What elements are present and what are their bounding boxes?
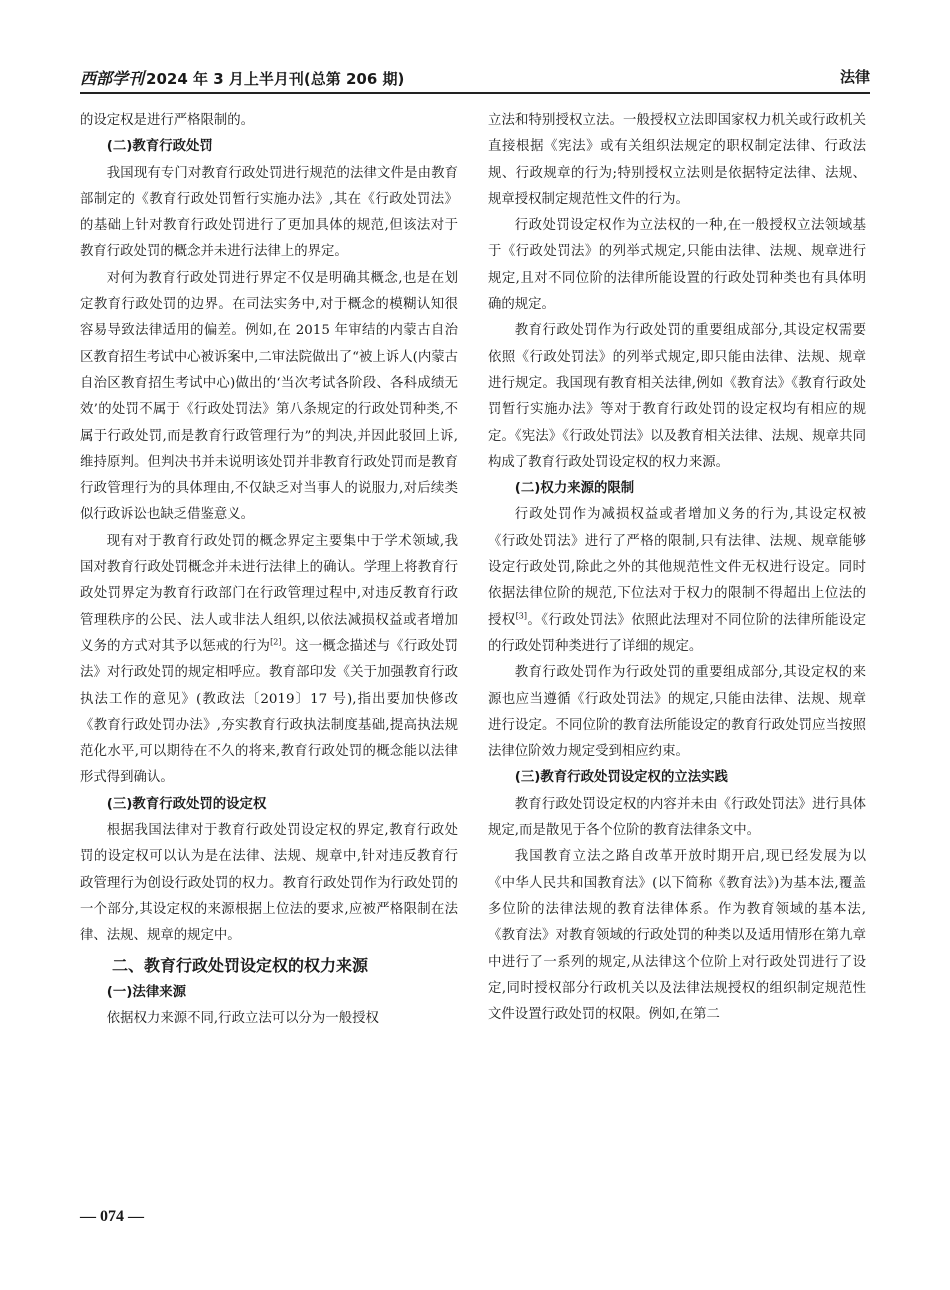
section-label: 法律 bbox=[839, 68, 870, 86]
paragraph: 立法和特别授权立法。一般授权立法即国家权力机关或行政机关直接根据《宪法》或有关组织法规定的职权制定法律、行政法规、行政规章的行为;特别授权立法则是依据特定法律、法规、规章授权制定规范性文件的行为。 bbox=[488, 113, 866, 207]
paragraph: 教育行政处罚设定权的内容并未由《行政处罚法》进行具体规定,而是散见于各个位阶的教育法律条文中。 bbox=[488, 796, 866, 839]
paragraph bbox=[80, 529, 458, 792]
citation-ref: [3] bbox=[515, 611, 527, 621]
left-column bbox=[80, 108, 458, 1032]
paragraph-text: 。《行政处罚法》依照此法理对不同位阶的法律所能设定的行政处罚种类进行了详细的规定。 bbox=[488, 612, 866, 654]
subheading: (三)教育行政处罚设定权的立法实践 bbox=[514, 770, 728, 786]
paragraph: 教育行政处罚作为行政处罚的重要组成部分,其设定权需要依照《行政处罚法》的列举式规定,即只能由法律、法规、规章进行规定。我国现有教育相关法律,例如《教育法》《教育行政处罚暂行实施办法》等对于教育行政处罚的设定权均有相应的规定。《宪法》《行政处罚法》以及教育相关法律、法规、规章共同构成了教育行政处罚设定权的权力来源。 bbox=[488, 323, 866, 470]
paragraph: 依据权力来源不同,行政立法可以分为一般授权 bbox=[106, 1010, 379, 1026]
running-header bbox=[80, 62, 870, 94]
paragraph: 我国教育立法之路自改革开放时期开启,现已经发展为以《中华人民共和国教育法》(以下简称《教育法》)为基本法,覆盖多位阶的法律法规的教育法律体系。作为教育领域的基本法,《教育法》对教育领域的行政处罚的种类以及适用情形在第九章中进行了一系列的规定,从法律这个位阶上对行政处罚进行了设定,同时授权部分行政机关以及法律法规授权的组织制定规范性文件设置行政处罚的权限。例如,在第二 bbox=[488, 849, 866, 1023]
paragraph: 的设定权是进行严格限制的。 bbox=[80, 113, 255, 128]
paragraph-text: 。这一概念描述与《行政处罚法》对行政处罚的规定相呼应。教育部印发《关于加强教育行政执法工作的意见》(教政法〔2019〕17 号),指出要加快修改《教育行政处罚办法》,夯实教育行政执法制度基础,提高执法规范化水平,可以期待在不久的将来,教育行政处罚的概念能以法律形式得到确认。 bbox=[80, 638, 459, 786]
right-column bbox=[488, 108, 866, 1028]
subheading: (二)教育行政处罚 bbox=[106, 139, 213, 155]
paragraph bbox=[488, 502, 866, 660]
paragraph: 对何为教育行政处罚进行界定不仅是明确其概念,也是在划定教育行政处罚的边界。在司法实务中,对于概念的模糊认知很容易导致法律适用的偏差。例如,在 2015 年审结的内蒙古自治区教育招生考试中心被诉案中,二审法院做出了“被上诉人(内蒙古自治区教育招生考试中心)做出的‘当次考试各阶段、各科成绩无效’的处罚不属于《行政处罚法》第八条规定的行政处罚种类,不属于行政处罚,而是教育行政管理行为”的判决,并因此驳回上诉,维持原判。但判决书并未说明该处罚并非教育行政处罚而是教育行政管理行为的具体理由,不仅缺乏对当事人的说服力,对后续类似行政诉讼也缺乏借鉴意义。 bbox=[80, 270, 458, 523]
paragraph-text: 现有对于教育行政处罚的概念界定主要集中于学术领域,我国对教育行政处罚概念并未进行法律上的确认。学理上将教育行政处罚界定为教育行政部门在行政管理过程中,对违反教育行政管理秩序的公民、法人或非法人组织,以依法减损权益或者增加义务的方式对其予以惩戒的行为 bbox=[80, 533, 458, 654]
subheading: (三)教育行政处罚的设定权 bbox=[106, 796, 267, 812]
subheading: (一)法律来源 bbox=[106, 984, 186, 1000]
paragraph: 教育行政处罚作为行政处罚的重要组成部分,其设定权的来源也应当遵循《行政处罚法》的规定,只能由法律、法规、规章进行设定。不同位阶的教育法所能设定的教育行政处罚应当按照法律位阶效力规定受到相应约束。 bbox=[488, 665, 866, 760]
subheading: (二)权力来源的限制 bbox=[514, 481, 635, 497]
paragraph-text: 行政处罚作为减损权益或者增加义务的行为,其设定权被《行政处罚法》进行了严格的限制,只有法律、法规、规章能够设定行政处罚,除此之外的其他规范性文件无权进行设定。同时依据法律位阶的规范,下位法对于权力的限制不得超出上位法的授权 bbox=[488, 507, 866, 628]
paragraph: 根据我国法律对于教育行政处罚设定权的界定,教育行政处罚的设定权可以认为是在法律、法规、规章中,针对违反教育行政管理行为创设行政处罚的权力。教育行政处罚作为行政处罚的一个部分,其设定权的来源根据上位法的要求,应被严格限制在法律、法规、规章的规定中。 bbox=[80, 823, 458, 944]
paragraph: 我国现有专门对教育行政处罚进行规范的法律文件是由教育部制定的《教育行政处罚暂行实施办法》,其在《行政处罚法》的基础上针对教育行政处罚进行了更加具体的规范,但该法对于教育行政处罚的概念并未进行法律上的界定。 bbox=[80, 165, 458, 260]
section-heading: 二、教育行政处罚设定权的权力来源 bbox=[112, 955, 369, 975]
issue-text: 2024 年 3 月上半月刊(总第 206 期) bbox=[146, 70, 405, 88]
page-number: — 074 — bbox=[80, 1208, 144, 1225]
journal-issue bbox=[80, 66, 404, 89]
citation-ref: [2] bbox=[270, 637, 282, 647]
journal-logo: 西部学刊 bbox=[80, 69, 145, 88]
paragraph: 行政处罚设定权作为立法权的一种,在一般授权立法领域基于《行政处罚法》的列举式规定,只能由法律、法规、规章进行规定,且对不同位阶的法律所能设置的行政处罚种类也有具体明确的规定。 bbox=[488, 218, 866, 313]
